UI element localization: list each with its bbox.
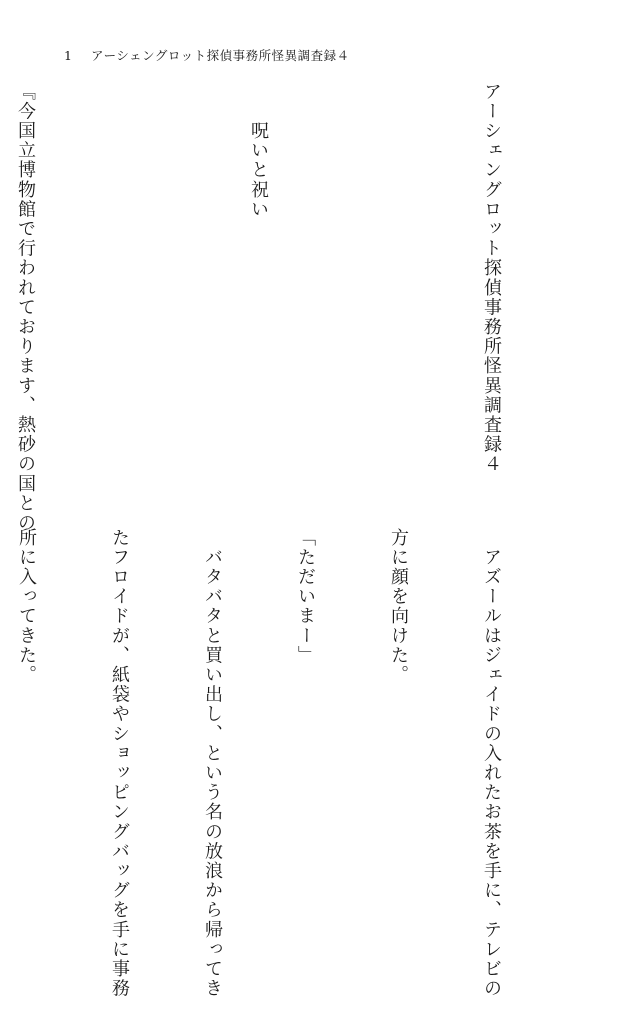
- text-line: たフロイドが、紙袋やショッピングバッグを手に事務: [109, 528, 130, 999]
- page-number: 1: [64, 48, 73, 63]
- running-title: アーシェングロット探偵事務所怪異調査録４: [90, 48, 350, 63]
- spacer-line: [406, 82, 414, 502]
- book-title-line: アーシェングロット探偵事務所怪異調査録４: [481, 82, 502, 474]
- text-line: 『今国立博物館で行われております、熱砂の国との: [15, 82, 36, 533]
- running-header: [64, 46, 350, 64]
- spacer-line: [336, 82, 344, 502]
- bottom-text-block: [0, 528, 569, 999]
- text-line: バタバタと買い出し、という名の放浪から帰ってき: [202, 528, 223, 999]
- text-line: 「ただいまー」: [295, 528, 316, 666]
- text-line: 方に顔を向けた。: [388, 528, 409, 685]
- spacer-line: [103, 82, 111, 502]
- text-line: 所に入ってきた。: [16, 528, 37, 685]
- spacer-line: [173, 82, 181, 502]
- chapter-title: 呪いと祝い: [248, 82, 269, 220]
- top-text-block: [0, 82, 569, 533]
- text-line: アズールはジェイドの入れたお茶を手に、テレビの: [481, 528, 502, 999]
